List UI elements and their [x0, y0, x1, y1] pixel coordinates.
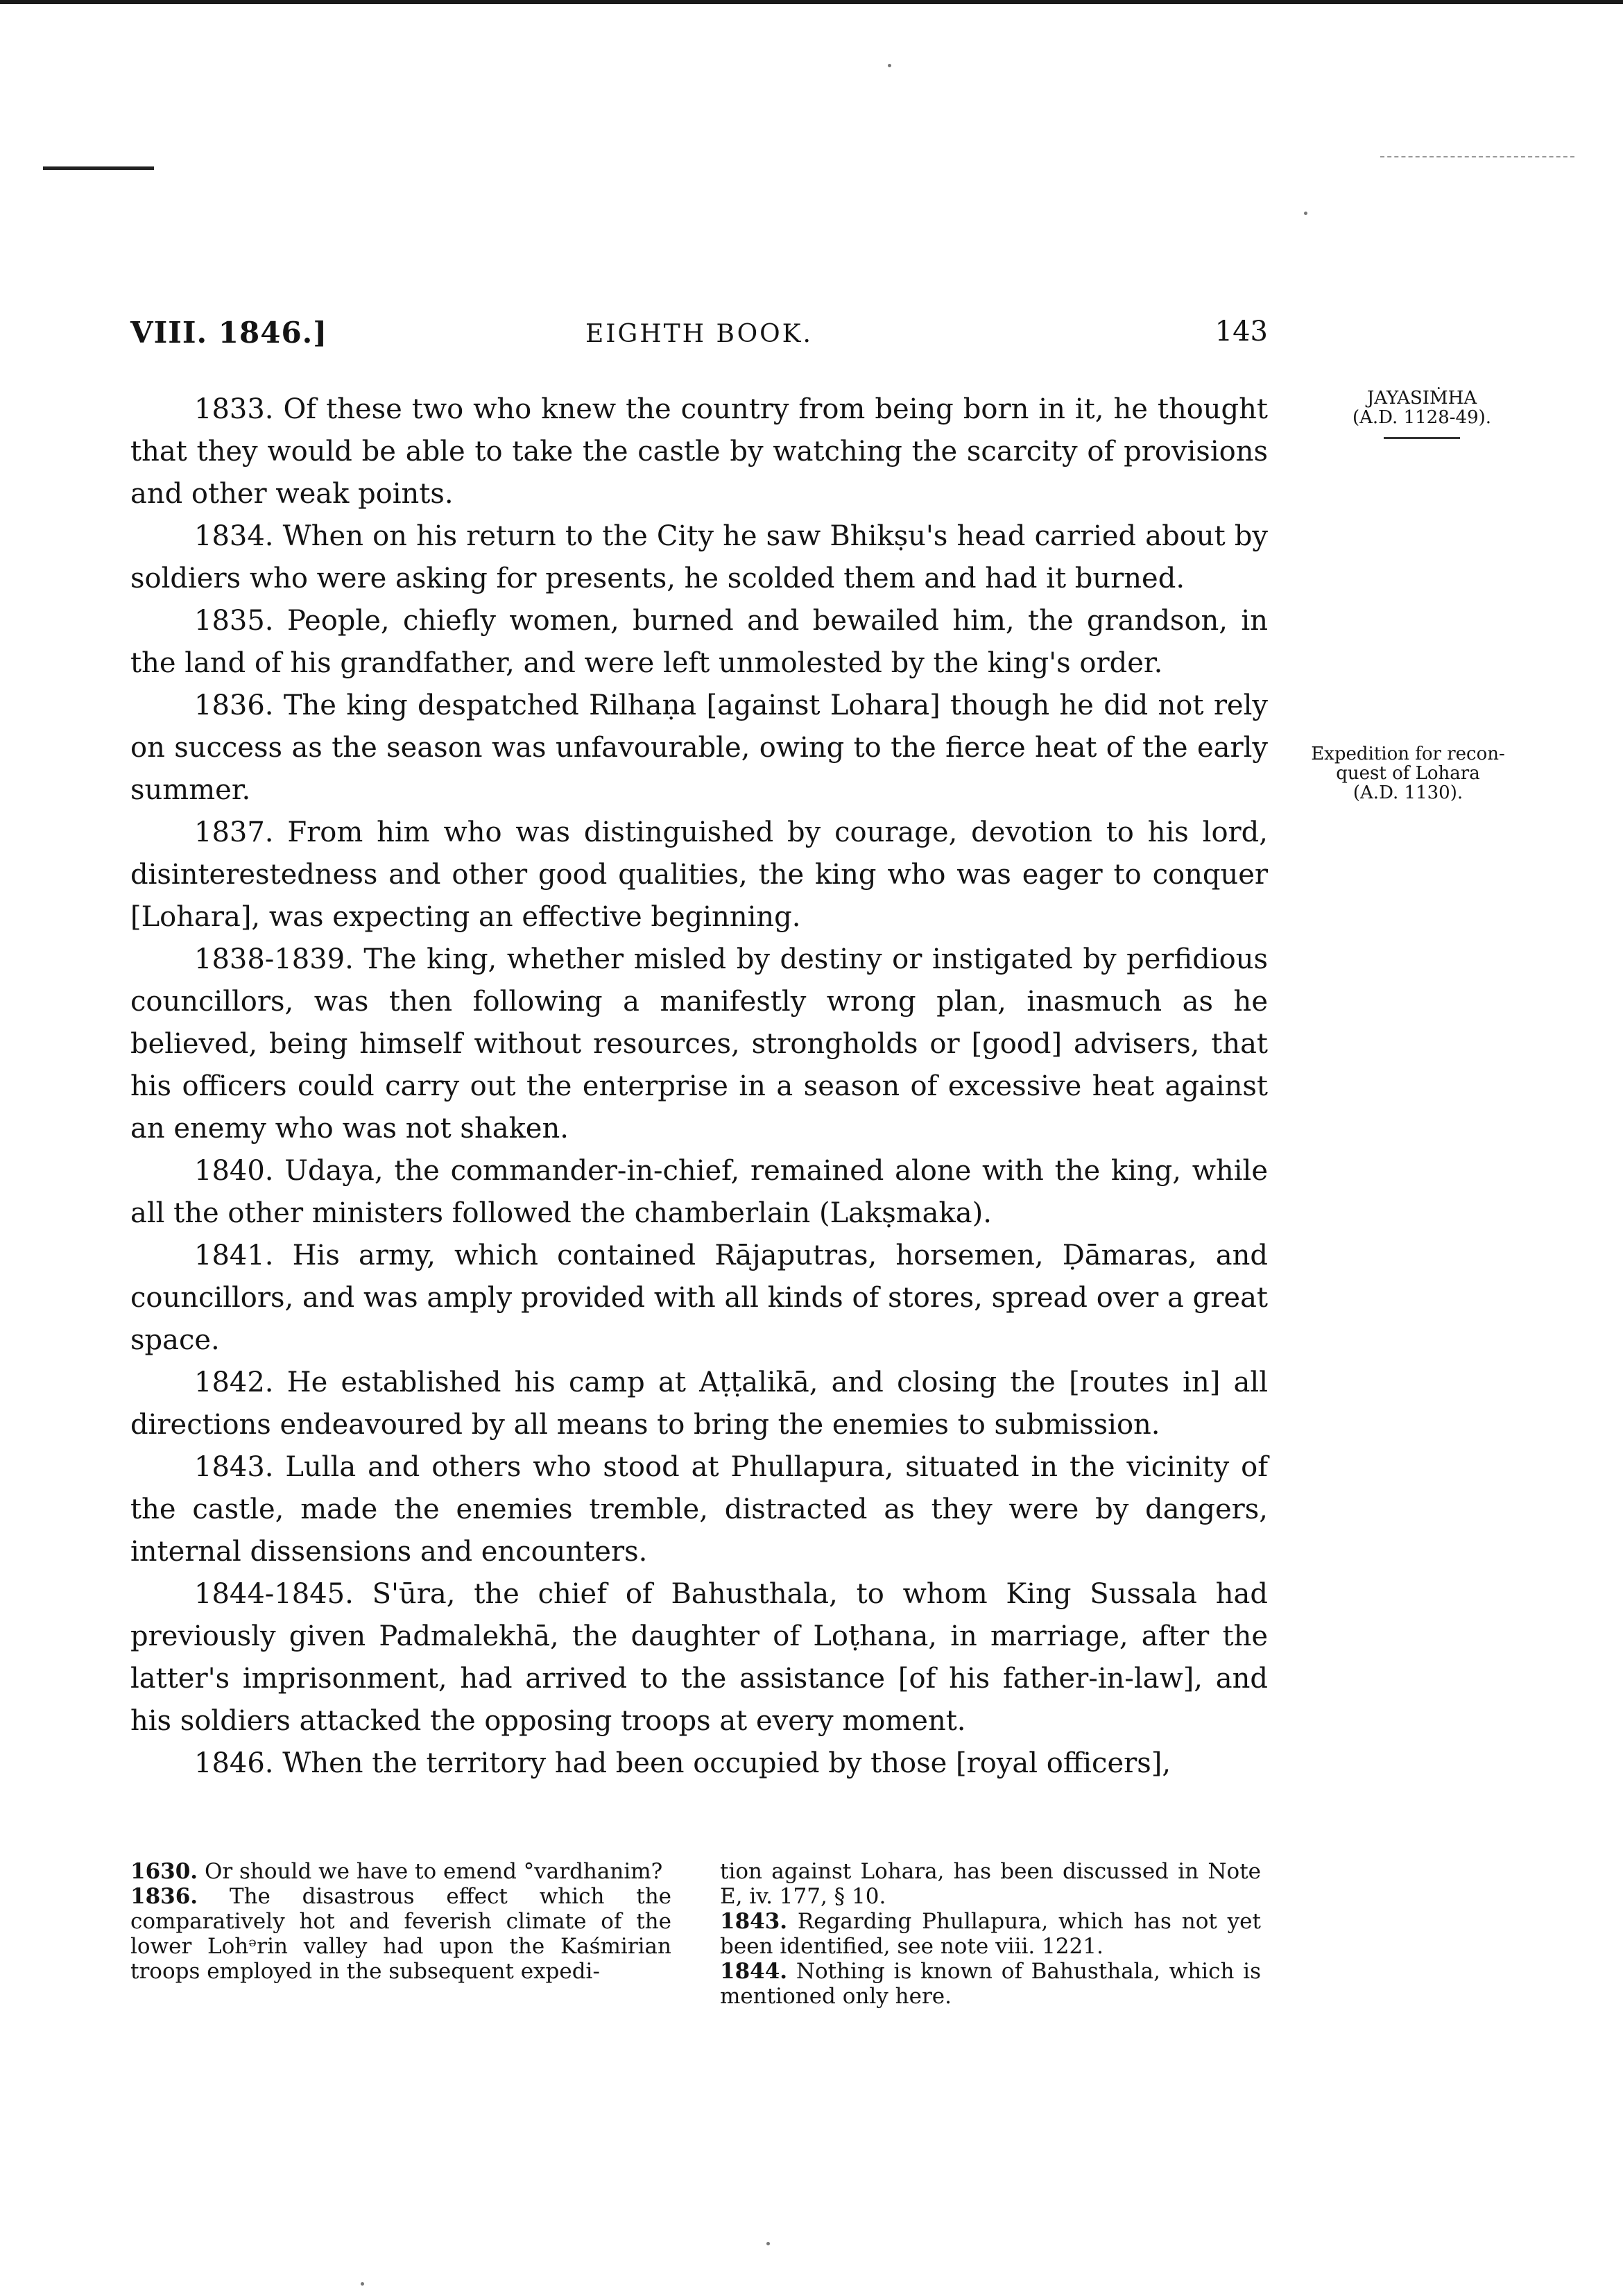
margin-note-dates: (A.D. 1128-49). [1352, 407, 1492, 428]
paragraph-1841: 1841. His army, which contained Rājaputras, horsemen, Ḍāmaras, and councillors, and was amply provided with all kinds of stores, spread over a great space. [130, 1240, 1268, 1356]
page-number: 143 [1214, 316, 1268, 348]
footnote-text: The disastrous effect which the comparatively hot and feverish climate of the lower Lohᵊrin valley had upon the Kaśmirian troops employed in the subsequent expedi- [130, 1884, 671, 1984]
header-book-title: EIGHTH BOOK. [585, 320, 813, 348]
footnote-continuation [720, 1859, 1261, 1909]
margin-note-expedition [1290, 744, 1526, 803]
paragraph-1837: 1837. From him who was distinguished by courage, devotion to his lord, disinterestedness and other good qualities, the king who was eager to conquer [Lohara], was expecting an effective beginning. [130, 816, 1268, 933]
margin-note-line: Expedition for recon- [1311, 744, 1505, 764]
footnote-text: Or should we have to emend °vardhanim? [204, 1859, 663, 1884]
scan-speck [888, 64, 891, 67]
scan-speck [766, 2242, 770, 2245]
scan-speck [361, 2282, 364, 2286]
paragraph-1838-1839: 1838-1839. The king, whether misled by destiny or instigated by perfidious councillors, was then following a manifestly wrong plan, inasmuch as he believed, being himself without resources, strongholds or [good] advisers, that his officers could carry out the enterprise in a season of excessive heat against an enemy who was not shaken. [130, 943, 1268, 1145]
running-header [130, 316, 1268, 357]
footnote-number: 1836. [130, 1884, 198, 1909]
scan-stray-mark [43, 166, 154, 170]
paragraph-1846: 1846. When the territory had been occupied by those [royal officers], [194, 1747, 1171, 1779]
footnote-number: 1630. [130, 1859, 198, 1884]
footnote-number: 1844. [720, 1959, 788, 1984]
paragraph-1844-1845: 1844-1845. S'ūra, the chief of Bahusthala, to whom King Sussala had previously given Padmalekhā, the daughter of Loṭhana, in marriage, after the latter's imprisonment, had arrived to the assistance [of his father-in-law], and his soldiers attacked the opposing troops at every moment. [130, 1578, 1268, 1737]
scan-speck [1304, 212, 1307, 215]
margin-note-line: (A.D. 1130). [1352, 782, 1463, 803]
footnote-1630 [130, 1859, 671, 1884]
paragraph-1843: 1843. Lulla and others who stood at Phullapura, situated in the vicinity of the castle, made the enemies tremble, distracted as they were by dangers, internal dissensions and encounters. [130, 1451, 1268, 1568]
footnote-1844 [720, 1959, 1261, 2009]
paragraph-1833: 1833. Of these two who knew the country from being born in it, he thought that they would be able to take the castle by watching the scarcity of provisions and other weak points. [130, 393, 1268, 510]
margin-note-name: JAYASIṀHA [1366, 388, 1477, 409]
footnotes-right-column [720, 1859, 1261, 2009]
scan-stray-dashes [1380, 156, 1574, 157]
footnote-text: Nothing is known of Bahusthala, which is mentioned only here. [720, 1959, 1261, 2009]
scan-top-border [0, 0, 1623, 4]
paragraph-1836: 1836. The king despatched Rilhaṇa [against Lohara] though he did not rely on success as the season was unfavourable, owing to the fierce heat of the early summer. [130, 689, 1268, 806]
footnote-text: tion against Lohara, has been discussed in Note E, iv. 177, § 10. [720, 1859, 1261, 1909]
footnote-text: Regarding Phullapura, which has not yet been identified, see note viii. 1221. [720, 1909, 1261, 1959]
footnote-1836 [130, 1884, 671, 1984]
header-section-ref: VIII. 1846.] [130, 316, 328, 350]
paragraph-1834: 1834. When on his return to the City he saw Bhikṣu's head carried about by soldiers who were asking for presents, he scolded them and had it burned. [130, 520, 1268, 594]
margin-note-jayasimha [1342, 388, 1502, 439]
margin-note-rule [1384, 437, 1460, 439]
footnote-1843 [720, 1909, 1261, 1959]
margin-note-line: quest of Lohara [1336, 763, 1480, 784]
paragraph-1835: 1835. People, chiefly women, burned and bewailed him, the grandson, in the land of his grandfather, and were left unmolested by the king's order. [130, 605, 1268, 679]
paragraph-1842: 1842. He established his camp at Aṭṭalikā, and closing the [routes in] all directions endeavoured by all means to bring the enemies to submission. [130, 1367, 1268, 1441]
footnote-number: 1843. [720, 1909, 788, 1934]
footnotes-left-column [130, 1859, 671, 1984]
paragraph-1840: 1840. Udaya, the commander-in-chief, remained alone with the king, while all the other ministers followed the chamberlain (Lakṣmaka). [130, 1155, 1268, 1229]
main-text [130, 388, 1268, 1785]
